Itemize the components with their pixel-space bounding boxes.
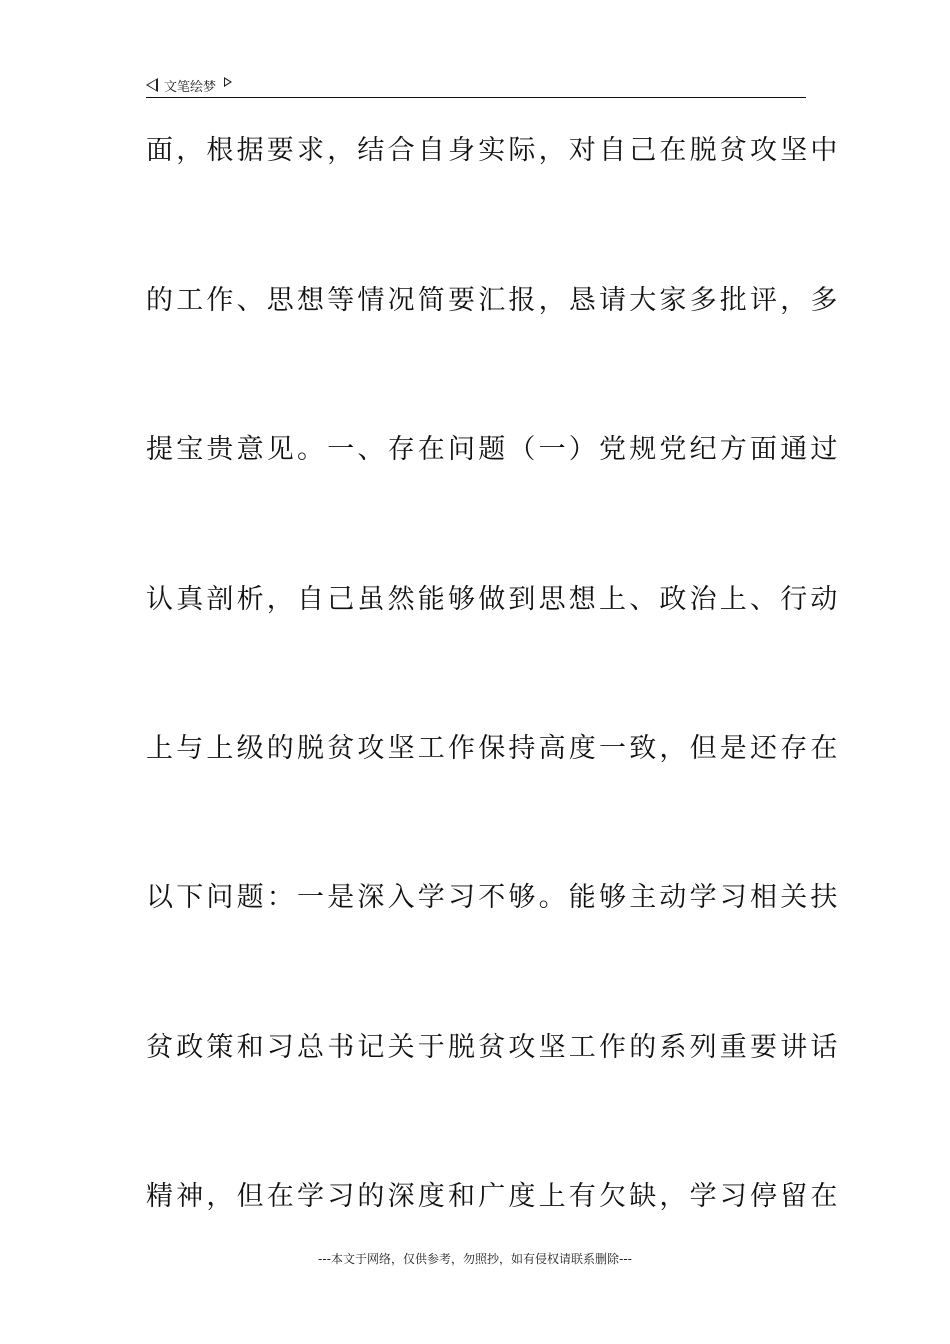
text-line: 贫政策和习总书记关于脱贫攻坚工作的系列重要讲话 [146, 1032, 841, 1063]
header-divider [146, 97, 806, 98]
footer-notice: ---本文于网络，仅供参考，勿照抄，如有侵权请联系删除--- [318, 1252, 632, 1266]
triangle-left-icon [146, 78, 158, 92]
text-line: 精神，但在学习的深度和广度上有欠缺，学习停留在 [146, 1181, 841, 1212]
text-line: 上与上级的脱贫攻坚工作保持高度一致，但是还存在 [146, 733, 841, 764]
text-line: 的工作、思想等情况简要汇报，恳请大家多批评，多 [146, 285, 841, 316]
text-line: 以下问题：一是深入学习不够。能够主动学习相关扶 [146, 882, 841, 913]
text-line: 提宝贵意见。一、存在问题（一）党规党纪方面通过 [146, 434, 841, 465]
text-line: 认真剖析，自己虽然能够做到思想上、政治上、行动 [146, 584, 841, 615]
text-line: 面，根据要求，结合自身实际，对自己在脱贫攻坚中 [146, 135, 841, 166]
header-title: 文笔绘梦 [164, 79, 217, 95]
triangle-right-icon [224, 77, 232, 87]
page-header [146, 74, 232, 96]
